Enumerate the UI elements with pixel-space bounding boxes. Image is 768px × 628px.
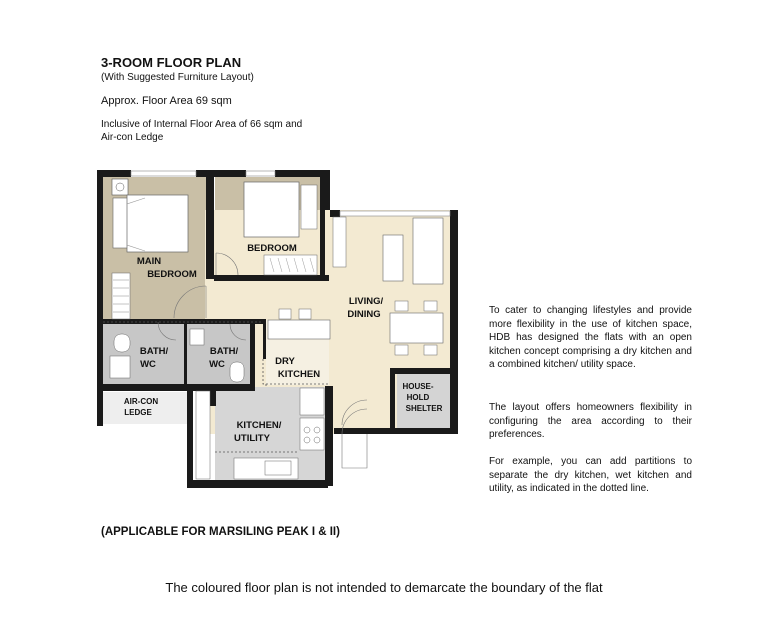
disclaimer-text: The coloured floor plan is not intended to demarcate the boundary of the flat [165,580,603,595]
room-label-shelter-1: HOUSE- [402,382,434,391]
room-label-bath2-2: WC [209,359,225,370]
inclusive-area-line-1: Inclusive of Internal Floor Area of 66 sqm and [101,119,303,130]
room-label-kitchen-2: UTILITY [234,433,270,444]
room-label-bedroom: BEDROOM [247,243,297,254]
room-label-shelter-3: SHELTER [405,404,443,413]
room-label-ledge-1: AIR-CON [123,397,159,406]
page-title: 3-ROOM FLOOR PLAN [101,55,242,70]
description-paragraph-2: The layout offers homeowners flexibility in configuring the area according to their preferences. [489,402,692,440]
floor-area-text: Approx. Floor Area 69 sqm [101,95,232,107]
applicable-note: (APPLICABLE FOR MARSILING PEAK I & II) [101,526,340,538]
description-paragraph-3: For example, you can add partitions to separate the dry kitchen, wet kitchen and utility, as indicated in the dotted line. [489,456,692,494]
room-label-bath2-1: BATH/ [209,346,239,357]
room-label-dry-kitchen-2: KITCHEN [277,369,321,380]
room-label-bath1-1: BATH/ [139,346,169,357]
room-label-kitchen-1: KITCHEN/ [236,420,282,431]
room-label-ledge-2: LEDGE [124,408,152,417]
room-label-living-2: DINING [347,309,381,320]
description-paragraph-1: To cater to changing lifestyles and provide more flexibility in the use of kitchen space, HDB has designed the flats with an open kitchen concept comprising a dry kitchen and a combined kitchen/ utility space. [489,305,692,370]
floor-plan-diagram [95,168,465,500]
inclusive-area-line-2: Air-con Ledge [101,132,164,143]
page-subtitle: (With Suggested Furniture Layout) [101,72,254,83]
room-label-bath1-2: WC [140,359,156,370]
room-label-shelter-2: HOLD [406,393,430,402]
room-label-main-bedroom-1: MAIN [136,256,162,267]
room-label-living-1: LIVING/ [348,296,384,307]
room-label-main-bedroom-2: BEDROOM [147,269,197,280]
room-label-dry-kitchen-1: DRY [275,356,295,367]
